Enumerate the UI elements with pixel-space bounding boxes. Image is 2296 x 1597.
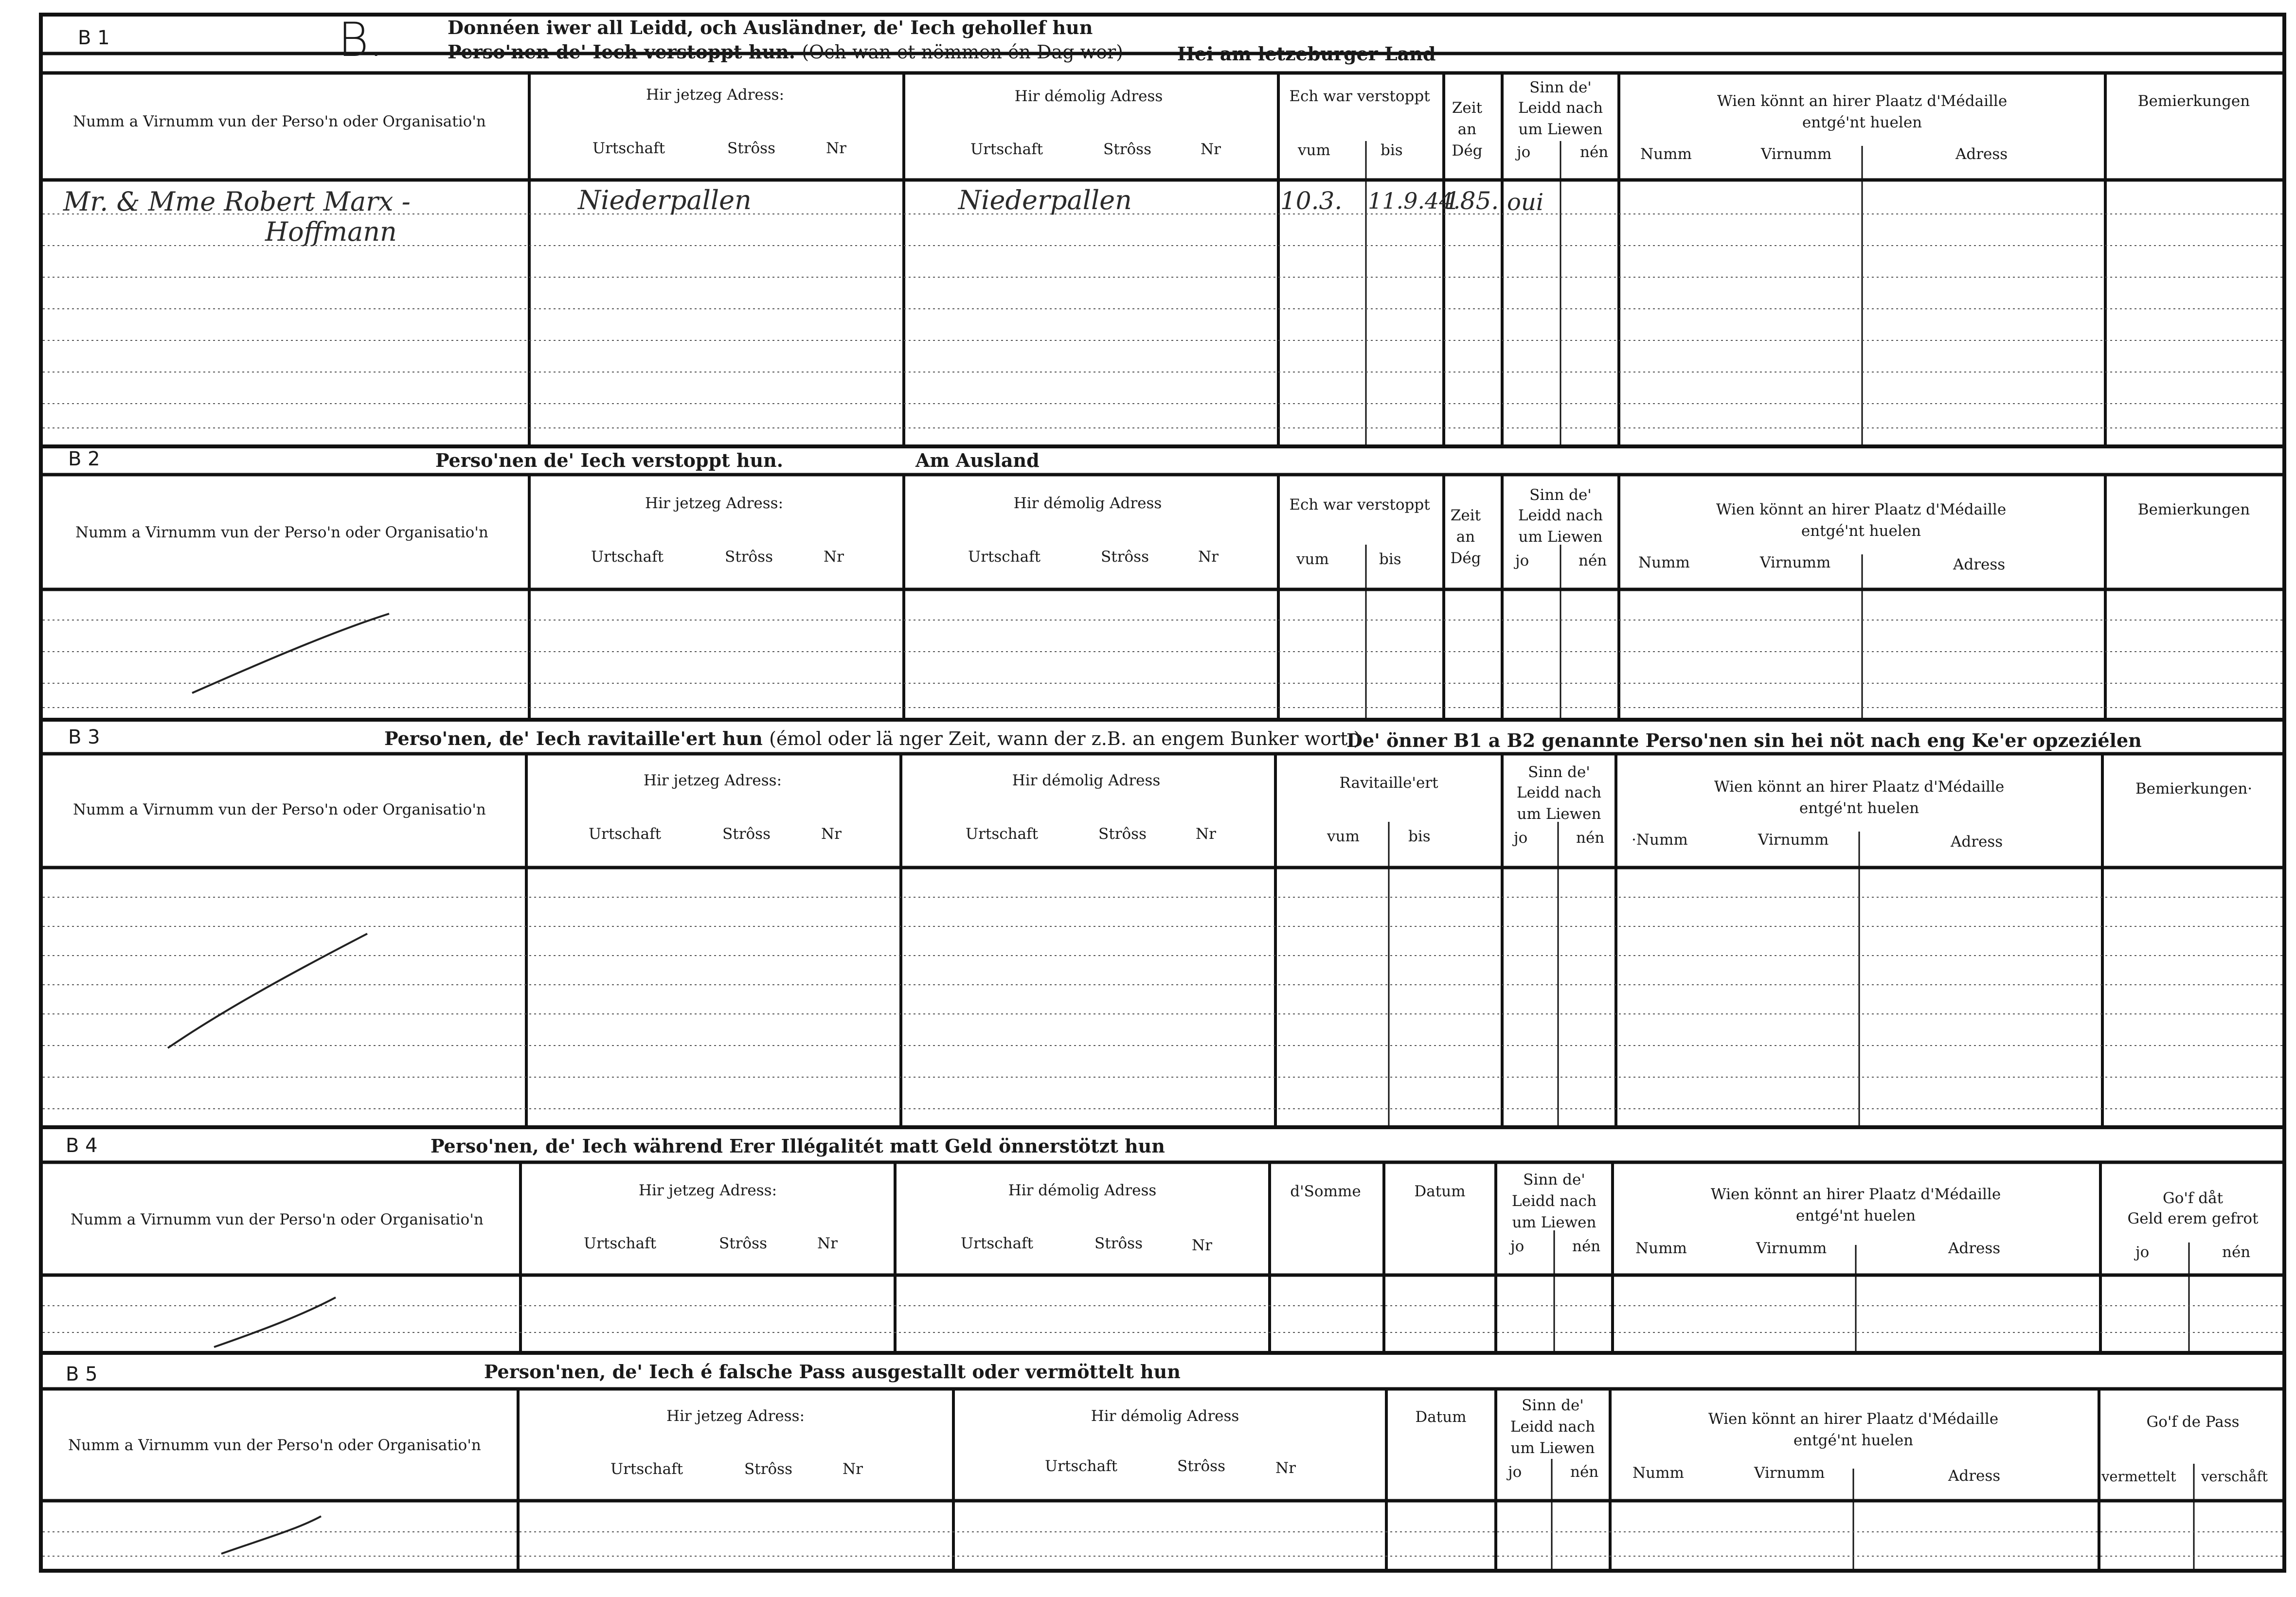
b2-header-former-number: Nr bbox=[1198, 548, 1219, 566]
b2-header-no: nén bbox=[1578, 552, 1607, 569]
b5-header-made: verschåft bbox=[2201, 1468, 2268, 1485]
b3-header-medal-firstname: Virnumm bbox=[1758, 831, 1829, 849]
b1-header-medal-name: Numm bbox=[1640, 145, 1692, 163]
b1-header-time-3: Dég bbox=[1452, 142, 1483, 160]
b3-title-right: De' önner B1 a B2 genannte Perso'nen sin hei nöt nach eng Ke'er opzeziélen bbox=[1346, 729, 2142, 751]
b2-header-number: Nr bbox=[824, 548, 844, 566]
b4-header-no: nén bbox=[1572, 1238, 1601, 1255]
b5-header-medal-name: Numm bbox=[1632, 1464, 1684, 1482]
b5-header-mediated: vermettelt bbox=[2101, 1468, 2176, 1485]
b1-title-normal: (Och wan et nömmen én Dag wor) bbox=[802, 41, 1123, 63]
b1-entry-days: 185. bbox=[1445, 187, 1499, 215]
b1-header-time-1: Zeit bbox=[1452, 99, 1483, 117]
b2-header-hidden: Ech war verstoppt bbox=[1289, 496, 1430, 514]
b2-header-medal-name: Numm bbox=[1638, 554, 1690, 571]
b2-header-to: bis bbox=[1379, 550, 1401, 568]
b3-header-number: Nr bbox=[821, 825, 842, 843]
b4-header-money-2: Geld erem gefrot bbox=[2127, 1210, 2259, 1227]
b1-entry-name-line1: Mr. & Mme Robert Marx - bbox=[63, 186, 411, 217]
b1-header-no: nén bbox=[1580, 143, 1609, 161]
b1-header-locality: Urtschaft bbox=[592, 140, 665, 157]
b5-header-medal-firstname: Virnumm bbox=[1754, 1464, 1825, 1482]
b1-header-current-address: Hir jetzeg Adress: bbox=[646, 86, 785, 104]
b4-title: Perso'nen, de' Iech während Erer Illégalitét matt Geld önnerstötzt hun bbox=[430, 1135, 1165, 1157]
b3-header-former-street: Strôss bbox=[1098, 825, 1147, 843]
b1-header-medal-1: Wien könnt an hirer Plaatz d'Médaille bbox=[1717, 92, 2008, 110]
b2-header-former-address: Hir démolig Adress bbox=[1013, 495, 1162, 512]
b1-entry-from: 10.3. bbox=[1280, 187, 1343, 215]
b3-title bbox=[384, 729, 1361, 748]
b2-header-remarks: Bemierkungen bbox=[2137, 501, 2250, 518]
b2-header-medal-1: Wien könnt an hirer Plaatz d'Médaille bbox=[1716, 501, 2007, 518]
b1-header-to: bis bbox=[1381, 142, 1403, 159]
b2-header-yes: jo bbox=[1515, 552, 1529, 569]
b5-header-former-locality: Urtschaft bbox=[1045, 1457, 1118, 1475]
b1-header-name: Numm a Virnumm vun der Perso'n oder Organisatio'n bbox=[73, 113, 486, 130]
section-letter: B. bbox=[338, 13, 384, 67]
b2-header-street: Strôss bbox=[725, 548, 773, 566]
b2-header-time-3: Dég bbox=[1450, 550, 1481, 567]
b3-empty-stroke bbox=[168, 934, 367, 1048]
b2-header-current-address: Hir jetzeg Adress: bbox=[645, 495, 784, 512]
b1-title-line2 bbox=[448, 43, 1123, 61]
b4-header-medal-name: Numm bbox=[1635, 1240, 1687, 1257]
b1-entry-to: 11.9.44. bbox=[1368, 188, 1461, 214]
b1-entry-name-line2: Hoffmann bbox=[265, 216, 397, 247]
b4-header-former-number: Nr bbox=[1192, 1237, 1212, 1254]
b4-section-id: B 4 bbox=[66, 1135, 98, 1157]
b3-header-former-number: Nr bbox=[1196, 825, 1216, 843]
b3-header-locality: Urtschaft bbox=[589, 825, 662, 843]
b5-title: Person'nen, de' Iech é falsche Pass ausgestallt oder vermöttelt hun bbox=[484, 1361, 1181, 1383]
b3-header-former-address: Hir démolig Adress bbox=[1012, 772, 1161, 789]
b4-header-money-1: Go'f dåt bbox=[2162, 1189, 2224, 1207]
b4-header-suffer-2: Leidd nach bbox=[1511, 1192, 1597, 1210]
b2-header-medal-firstname: Virnumm bbox=[1760, 554, 1831, 571]
b5-header-date: Datum bbox=[1415, 1408, 1467, 1426]
b5-header-medal-1: Wien könnt an hirer Plaatz d'Médaille bbox=[1708, 1410, 1999, 1428]
b5-header-former-address: Hir démolig Adress bbox=[1091, 1407, 1239, 1425]
b4-header-medal-address: Adress bbox=[1948, 1240, 2001, 1257]
b1-title-bold: Perso'nen de' Iech verstoppt hun. bbox=[448, 41, 795, 63]
b1-entry-yes: oui bbox=[1507, 189, 1544, 216]
b4-header-medal-2: entgé'nt huelen bbox=[1795, 1207, 1916, 1224]
b4-empty-stroke bbox=[214, 1297, 336, 1347]
b1-header-suffer-3: um Liewen bbox=[1518, 121, 1603, 138]
b2-empty-stroke bbox=[192, 614, 389, 693]
b5-header-number: Nr bbox=[843, 1460, 863, 1478]
b1-header-remarks: Bemierkungen bbox=[2137, 92, 2250, 110]
b4-header-sum: d'Somme bbox=[1290, 1183, 1361, 1200]
b3-header-medal-address: Adress bbox=[1951, 833, 2003, 851]
b1-title-right: Hei am letzeburger Land bbox=[1177, 43, 1436, 65]
b1-header-time-2: an bbox=[1457, 121, 1477, 138]
b5-header-locality: Urtschaft bbox=[610, 1460, 683, 1478]
b2-header-locality: Urtschaft bbox=[591, 548, 664, 566]
b3-header-no: nén bbox=[1576, 829, 1605, 847]
b5-section-id: B 5 bbox=[66, 1363, 98, 1385]
b1-header-medal-2: entgé'nt huelen bbox=[1802, 114, 1922, 131]
b5-header-medal-address: Adress bbox=[1948, 1467, 2001, 1485]
b2-header-medal-2: entgé'nt huelen bbox=[1801, 522, 1921, 540]
b1-entry-former-locality: Niederpallen bbox=[958, 185, 1132, 215]
b5-header-current-address: Hir jetzeg Adress: bbox=[666, 1407, 805, 1425]
b1-header-yes: jo bbox=[1517, 143, 1531, 161]
b4-header-former-street: Strôss bbox=[1094, 1235, 1143, 1252]
b3-header-former-locality: Urtschaft bbox=[966, 825, 1039, 843]
b2-header-name: Numm a Virnumm vun der Perso'n oder Organisatio'n bbox=[75, 524, 488, 541]
b3-header-to: bis bbox=[1408, 828, 1431, 845]
b1-header-number: Nr bbox=[826, 140, 846, 157]
b4-header-suffer-3: um Liewen bbox=[1512, 1214, 1596, 1231]
b5-header-street: Strôss bbox=[744, 1460, 792, 1478]
b1-header-former-address: Hir démolig Adress bbox=[1014, 88, 1163, 105]
b1-header-former-street: Strôss bbox=[1103, 141, 1151, 158]
b5-header-name: Numm a Virnumm vun der Perso'n oder Organisatio'n bbox=[68, 1437, 481, 1454]
b1-header-street: Strôss bbox=[727, 140, 775, 157]
b3-header-suffer-2: Leidd nach bbox=[1516, 784, 1602, 801]
b2-header-suffer-1: Sinn de' bbox=[1529, 486, 1592, 504]
b5-header-yes: jo bbox=[1508, 1463, 1522, 1481]
b1-header-hidden: Ech war verstoppt bbox=[1289, 88, 1430, 105]
b4-header-medal-1: Wien könnt an hirer Plaatz d'Médaille bbox=[1710, 1186, 2001, 1203]
b3-header-medal-2: entgé'nt huelen bbox=[1799, 799, 1919, 817]
b1-header-medal-address: Adress bbox=[1955, 145, 2008, 163]
b3-section-id: B 3 bbox=[68, 726, 100, 748]
b4-header-medal-firstname: Virnumm bbox=[1756, 1240, 1827, 1257]
b3-header-medal-1: Wien könnt an hirer Plaatz d'Médaille bbox=[1714, 778, 2005, 796]
b2-header-suffer-2: Leidd nach bbox=[1518, 507, 1603, 524]
b1-title-line1: Donnéen iwer all Leidd, och Ausländner, de' Iech gehollef hun bbox=[448, 17, 1093, 38]
b4-header-number: Nr bbox=[817, 1235, 838, 1252]
b1-header-medal-firstname: Virnumm bbox=[1761, 145, 1832, 163]
b5-header-pass: Go'f de Pass bbox=[2146, 1413, 2240, 1431]
b5-header-suffer-2: Leidd nach bbox=[1510, 1418, 1596, 1436]
b3-title-bold: Perso'nen, de' Iech ravitaille'ert hun bbox=[384, 728, 763, 749]
b1-entry-current-locality: Niederpallen bbox=[578, 185, 752, 215]
b2-title-right: Am Ausland bbox=[915, 449, 1040, 471]
b3-header-name: Numm a Virnumm vun der Perso'n oder Organisatio'n bbox=[73, 801, 486, 818]
b3-header-supplied: Ravitaille'ert bbox=[1339, 774, 1438, 792]
b1-header-former-locality: Urtschaft bbox=[970, 141, 1043, 158]
b5-empty-stroke bbox=[221, 1516, 321, 1554]
b1-header-from: vum bbox=[1298, 142, 1330, 159]
b2-header-former-street: Strôss bbox=[1101, 548, 1149, 566]
b4-header-date: Datum bbox=[1414, 1183, 1466, 1200]
b4-header-money-yes: jo bbox=[2135, 1243, 2150, 1261]
b4-header-locality: Urtschaft bbox=[584, 1235, 657, 1252]
b5-header-medal-2: entgé'nt huelen bbox=[1793, 1432, 1914, 1449]
b2-header-time-2: an bbox=[1456, 528, 1475, 546]
b5-header-suffer-3: um Liewen bbox=[1510, 1439, 1595, 1457]
b4-header-money-no: nén bbox=[2222, 1243, 2251, 1261]
b2-section-id: B 2 bbox=[68, 448, 100, 470]
b3-header-suffer-1: Sinn de' bbox=[1528, 763, 1590, 781]
b3-header-yes: jo bbox=[1514, 829, 1528, 847]
b3-title-normal: (émol oder lä nger Zeit, wann der z.B. an engem Bunker wort.) bbox=[769, 728, 1361, 749]
b2-header-time-1: Zeit bbox=[1450, 507, 1481, 524]
b4-header-yes: jo bbox=[1510, 1238, 1525, 1255]
b2-header-medal-address: Adress bbox=[1953, 556, 2006, 573]
b2-header-from: vum bbox=[1296, 550, 1329, 568]
b5-header-suffer-1: Sinn de' bbox=[1522, 1397, 1584, 1414]
b3-header-suffer-3: um Liewen bbox=[1517, 805, 1601, 823]
b4-header-current-address: Hir jetzeg Adress: bbox=[638, 1182, 777, 1199]
b1-header-suffer-2: Leidd nach bbox=[1518, 99, 1603, 117]
b5-header-no: nén bbox=[1570, 1463, 1599, 1481]
b4-header-suffer-1: Sinn de' bbox=[1523, 1171, 1585, 1189]
b4-header-former-address: Hir démolig Adress bbox=[1008, 1182, 1157, 1199]
b1-header-former-number: Nr bbox=[1201, 141, 1221, 158]
b4-header-street: Strôss bbox=[719, 1235, 767, 1252]
b1-header-suffer-1: Sinn de' bbox=[1529, 79, 1592, 96]
b4-header-former-locality: Urtschaft bbox=[961, 1235, 1034, 1252]
b3-header-medal-name: ·Numm bbox=[1632, 831, 1688, 849]
b2-header-former-locality: Urtschaft bbox=[968, 548, 1041, 566]
b2-title: Perso'nen de' Iech verstoppt hun. bbox=[435, 449, 783, 471]
b3-header-current-address: Hir jetzeg Adress: bbox=[643, 772, 782, 789]
b3-header-from: vum bbox=[1327, 828, 1360, 845]
b5-header-former-number: Nr bbox=[1275, 1459, 1296, 1477]
b5-header-former-street: Strôss bbox=[1177, 1457, 1225, 1475]
b2-header-suffer-3: um Liewen bbox=[1518, 528, 1603, 546]
b3-header-street: Strôss bbox=[722, 825, 771, 843]
b4-header-name: Numm a Virnumm vun der Perso'n oder Organisatio'n bbox=[71, 1211, 484, 1228]
b3-header-remarks: Bemierkungen· bbox=[2135, 780, 2253, 798]
b1-section-id: B 1 bbox=[78, 27, 110, 49]
